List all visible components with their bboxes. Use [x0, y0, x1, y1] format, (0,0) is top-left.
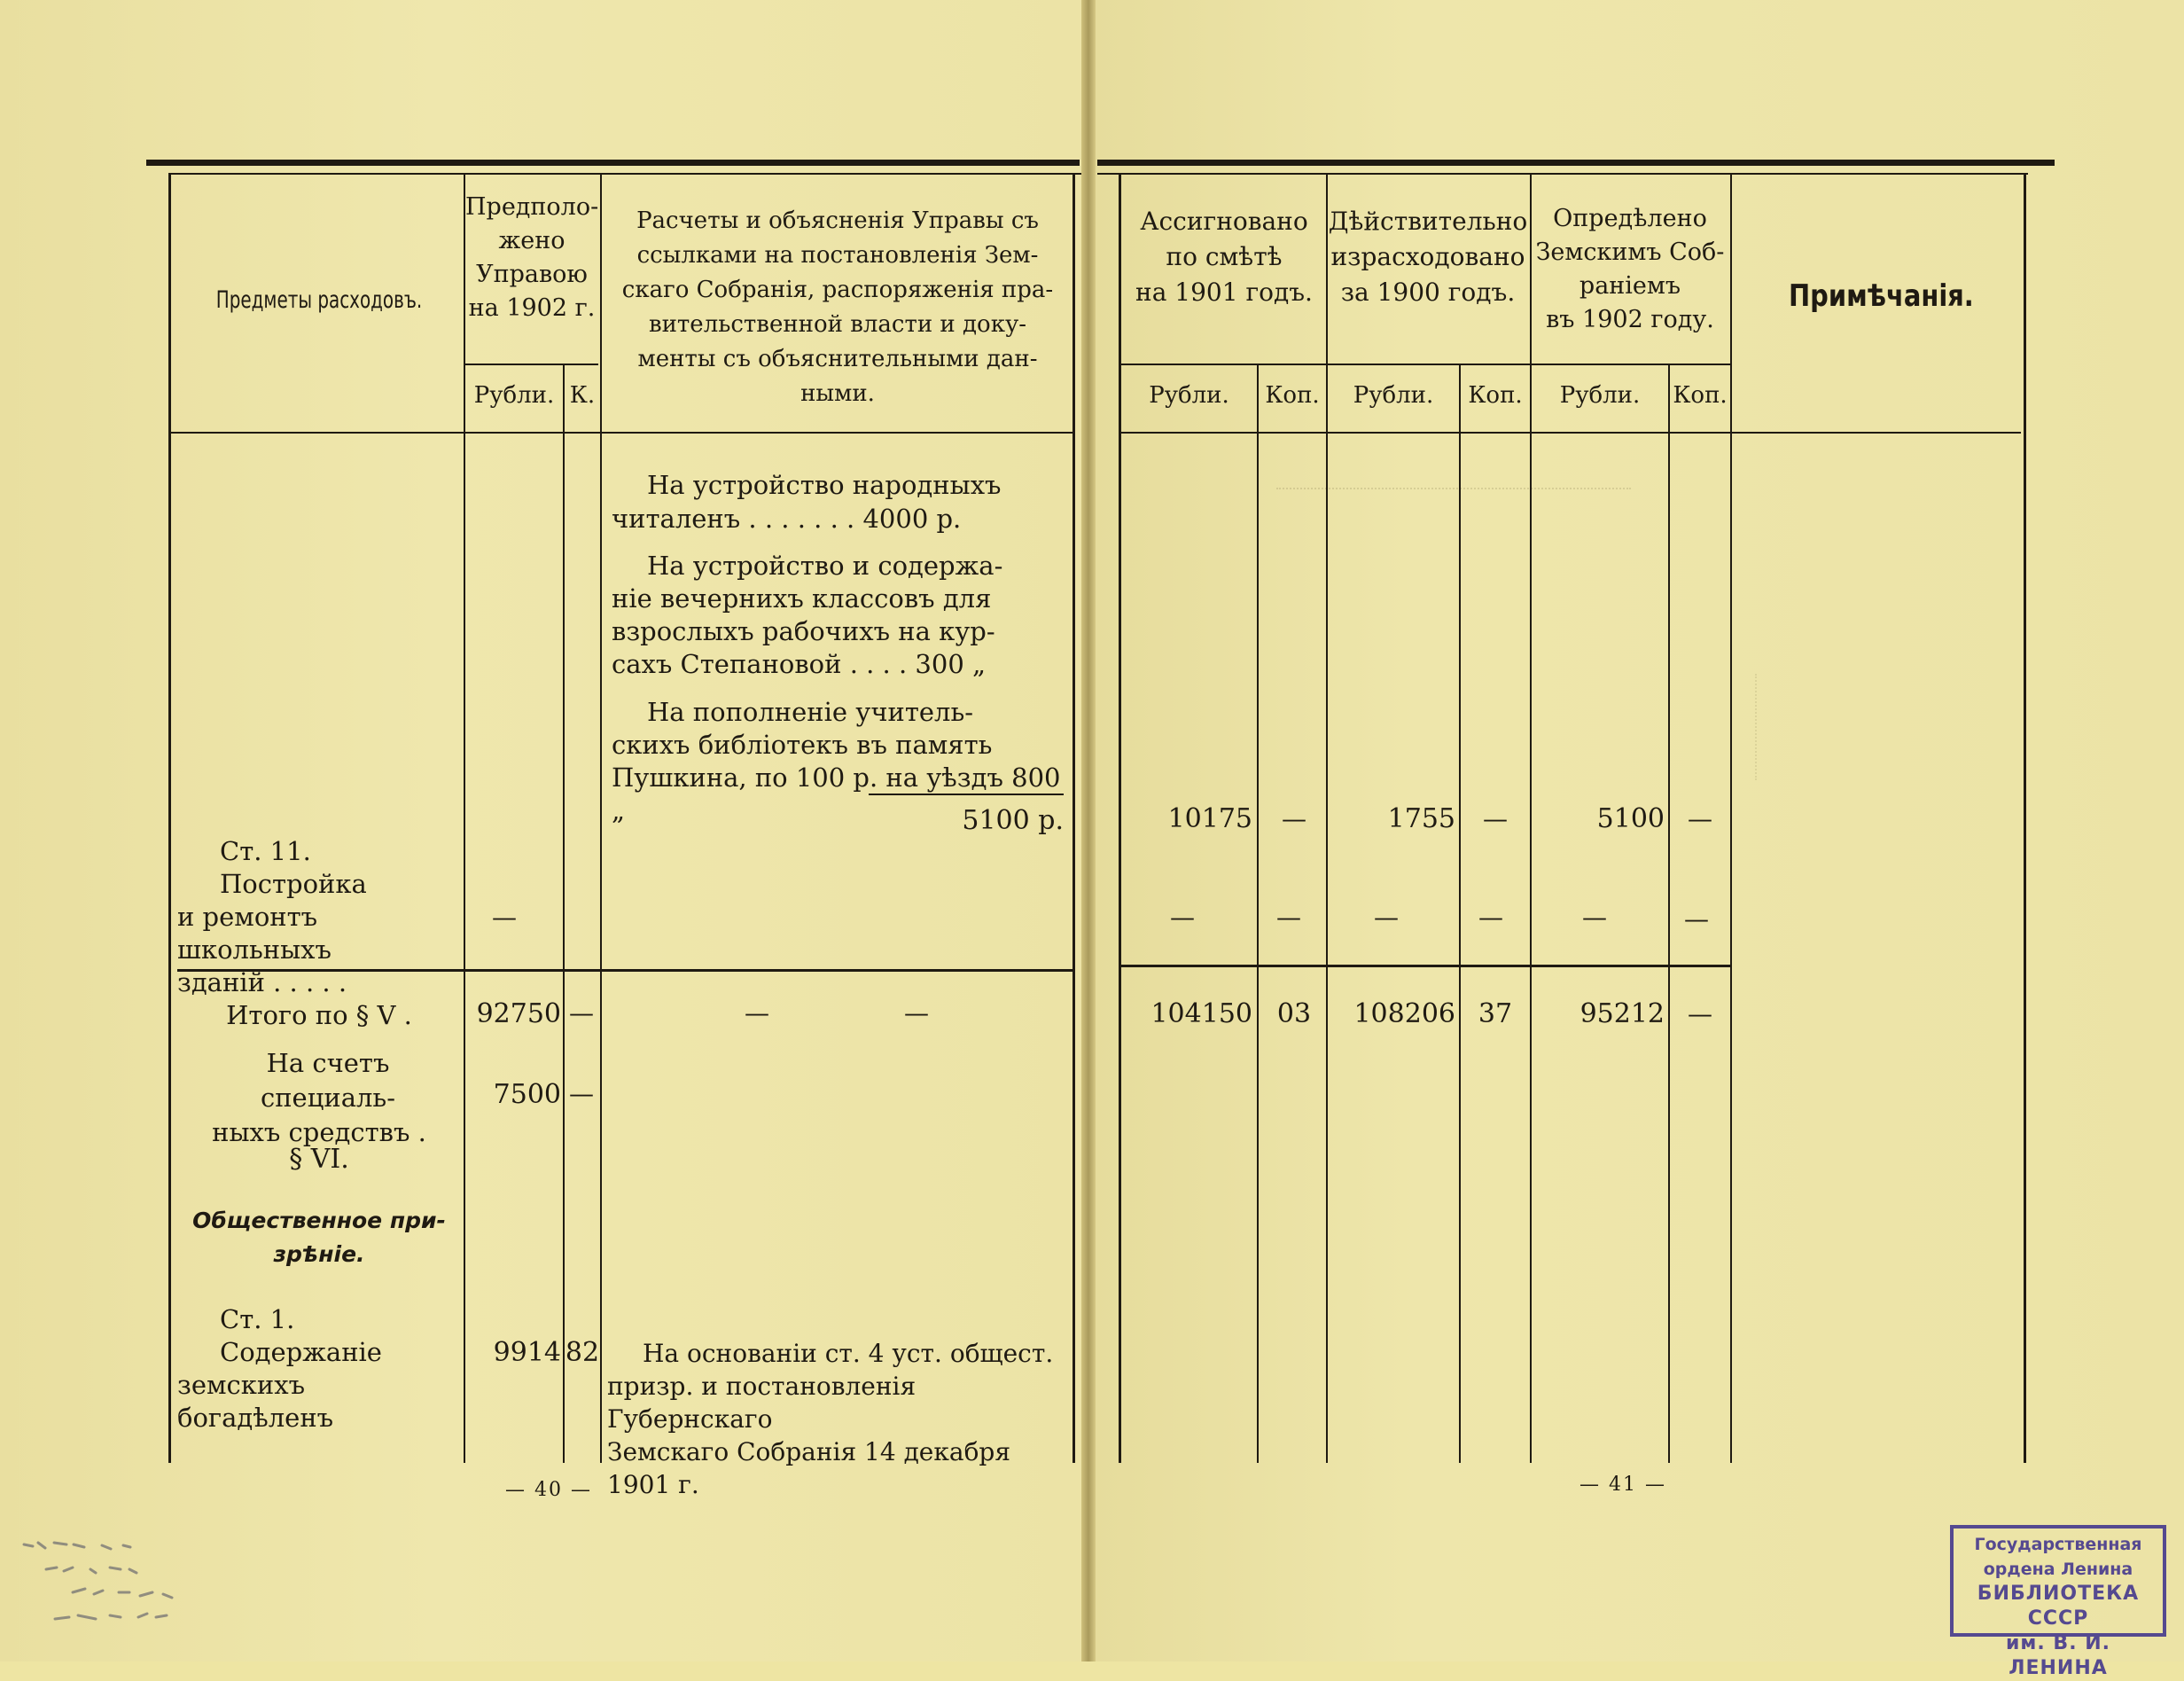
- st11-assigned-dash: —: [1170, 903, 1195, 932]
- st1-proposed-k: 82: [565, 1337, 600, 1368]
- top-rule-right: [1097, 160, 2055, 166]
- special-proposed-rubles: 7500: [493, 1079, 561, 1110]
- special-proposed-k: —: [569, 1079, 594, 1108]
- st11-decided-kop-dash: —: [1684, 904, 1709, 934]
- book-spine: [1081, 0, 1096, 1661]
- calc-sum-rule: [869, 794, 1064, 795]
- itogo-proposed-k: —: [569, 998, 594, 1028]
- st11-decided-dash: —: [1582, 903, 1607, 932]
- itogo-decided-kop: —: [1688, 999, 1712, 1028]
- row5100-decided-rubles: 5100: [1596, 803, 1665, 834]
- calc-total: 5100 р.: [962, 805, 1064, 836]
- itogo-spent-kop: 37: [1478, 998, 1513, 1029]
- itogo-decided-rubles: 95212: [1580, 998, 1665, 1029]
- subhdr-decided-kop: Коп.: [1673, 382, 1728, 409]
- subhdr-decided-rubles: Рубли.: [1559, 382, 1641, 409]
- top-rule-left: [146, 160, 1080, 166]
- itogo-assigned-kop: 03: [1276, 998, 1312, 1029]
- row-st11-label: Ст. 11. Постройка и ремонтъ школьныхъ зданій . . . . .: [177, 836, 367, 997]
- col-header-calc: Расчеты и объясненія Управы съ ссылками на постановленія Зем- скаго Собранія, распоряженія пра- вительственной власти и доку- менты съ объяснительными дан- ными.: [621, 207, 1054, 407]
- st11-spent-kop-dash: —: [1478, 903, 1503, 932]
- total-rule-right: [1119, 965, 1730, 967]
- itogo-calc-b: —: [904, 998, 929, 1028]
- st11-spent-dash: —: [1374, 903, 1399, 932]
- row-st1-label: Ст. 1. Содержаніе земскихъ богадѣленъ: [177, 1304, 382, 1433]
- row5100-spent-kop: —: [1483, 804, 1508, 833]
- row5100-spent-rubles: 1755: [1387, 803, 1455, 834]
- calc-item-evening-classes: На устройство и содержа- ніе вечернихъ классовъ для взрослыхъ рабочихъ на кур- сахъ Степановой . . . . 300 „: [612, 551, 1003, 679]
- itogo-spent-rubles: 108206: [1353, 998, 1455, 1029]
- section-vi-number: § VI.: [289, 1144, 349, 1175]
- library-stamp: Государственная ордена Ленина БИБЛИОТЕКА СССР им. В. И. ЛЕНИНА: [1950, 1525, 2166, 1637]
- itogo-assigned-rubles: 104150: [1150, 998, 1252, 1029]
- header-rule-right: [1119, 432, 2021, 434]
- calc-item-libraries: На пополненіе учитель- скихъ библіотекъ въ память Пушкина, по 100 р. на уѣздъ 800 „: [612, 697, 1061, 825]
- folio-left: — 40 —: [505, 1479, 592, 1501]
- subhdr-assigned-kop: Коп.: [1265, 382, 1320, 409]
- subhdr-spent-rubles: Рубли.: [1353, 382, 1434, 409]
- col-header-decided: Опредѣлено Земскимъ Соб- раніемъ въ 1902 году.: [1535, 205, 1725, 333]
- subhdr-assigned-rubles: Рубли.: [1149, 382, 1229, 409]
- subhdr-proposed-rubles: Рубли.: [473, 382, 555, 409]
- top-thin-rule-right: [1097, 173, 2028, 175]
- header-rule-left: [168, 432, 1072, 434]
- folio-right: — 41 —: [1580, 1474, 1666, 1496]
- row5100-decided-kop: —: [1688, 804, 1712, 833]
- row-itogo-label: Итого по § V .: [226, 1000, 412, 1030]
- col-header-assigned: Ассигновано по смѣтѣ на 1901 годъ.: [1135, 207, 1313, 307]
- subhdr-proposed-k: К.: [569, 382, 596, 409]
- subhdr-rule-proposed: [465, 364, 598, 365]
- top-thin-rule-left: [168, 173, 1081, 175]
- col-header-items: Предметы расходовъ.: [215, 286, 423, 314]
- col-header-spent: Дѣйствительно израсходовано за 1900 годъ.: [1328, 207, 1528, 307]
- st1-proposed-rubles: 9914: [493, 1337, 561, 1368]
- st11-assigned-kop-dash: —: [1276, 903, 1301, 932]
- itogo-calc-a: —: [745, 998, 769, 1028]
- row5100-assigned-kop: —: [1282, 804, 1306, 833]
- col-header-notes: Примѣчанія.: [1789, 278, 1974, 314]
- subhdr-rule-right: [1119, 364, 1730, 365]
- col-header-proposed: Предполо- жено Управою на 1902 г.: [465, 193, 599, 322]
- st11-proposed-dash: —: [492, 903, 517, 932]
- calc-item-reading-rooms: На устройство народныхъ читаленъ . . . . . . . 4000 р.: [612, 470, 1002, 534]
- handwritten-marks: [20, 1534, 250, 1631]
- section-vi-title: Общественное при- зрѣніе.: [192, 1208, 446, 1267]
- calc-basis-st1: На основаніи ст. 4 уст. общест. призр. и постановленія Губернскаго Земскаго Собранія 14 декабря 1901 г.: [607, 1339, 1054, 1499]
- row5100-assigned-rubles: 10175: [1167, 803, 1252, 834]
- row-special-label: На счетъ специаль- ныхъ средствъ .: [212, 1048, 426, 1147]
- subhdr-spent-kop: Коп.: [1468, 382, 1523, 409]
- itogo-proposed-rubles: 92750: [476, 998, 561, 1029]
